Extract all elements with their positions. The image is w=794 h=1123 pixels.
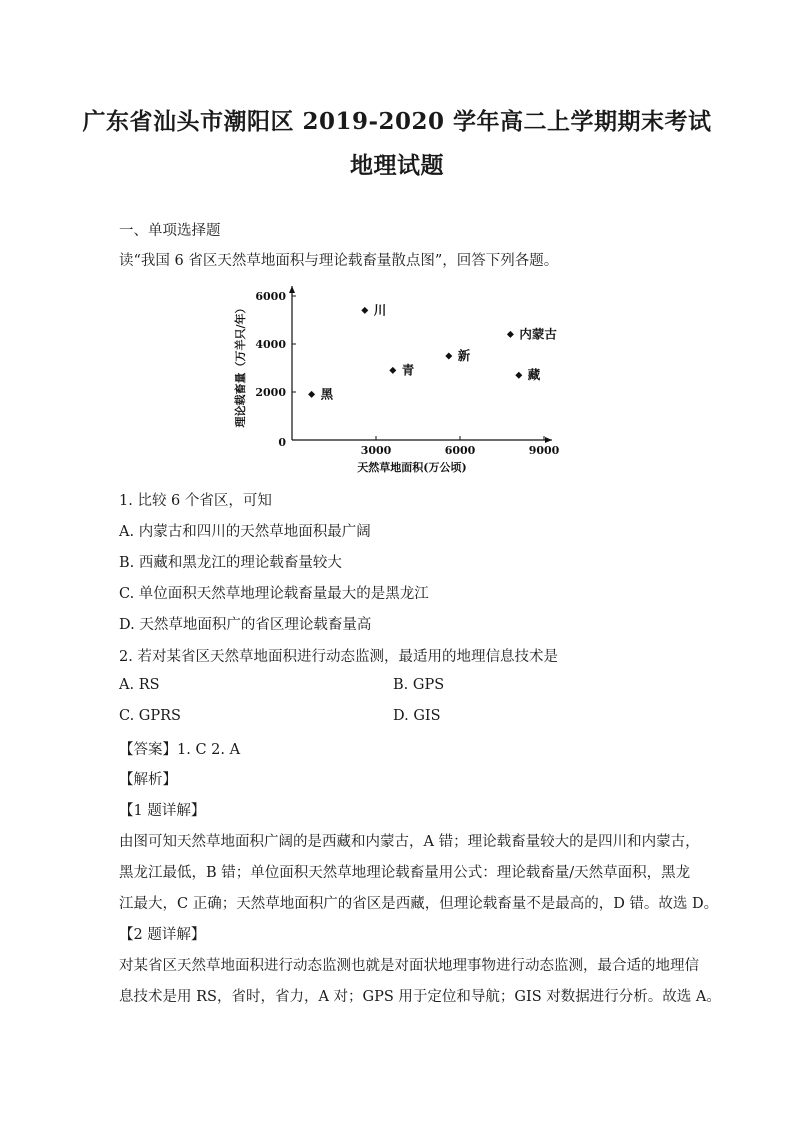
q2-option-a: A. RS bbox=[119, 677, 160, 693]
y-tick-label: 4000 bbox=[255, 338, 286, 351]
x-axis-label: 天然草地面积(万公顷) bbox=[357, 461, 467, 474]
data-point bbox=[507, 331, 514, 338]
page-title: 广东省汕头市潮阳区 2019-2020 学年高二上学期期末考试 bbox=[82, 108, 712, 135]
data-point bbox=[445, 353, 452, 360]
data-point-label: 川 bbox=[373, 302, 387, 318]
scatter-chart bbox=[230, 282, 570, 482]
q1-option-b: B. 西藏和黑龙江的理论载畜量较大 bbox=[119, 555, 342, 571]
data-point bbox=[515, 372, 522, 379]
q2-stem: 2. 若对某省区天然草地面积进行动态监测，最适用的地理信息技术是 bbox=[119, 649, 558, 665]
q2-detail-line: 息技术是用 RS，省时，省力，A 对；GPS 用于定位和导航；GIS 对数据进行分析。故选 A。 bbox=[119, 989, 721, 1005]
q1-detail-line: 黑龙江最低，B 错；单位面积天然草地理论载畜量用公式：理论载畜量/天然草面积，黑龙 bbox=[119, 865, 691, 881]
data-point-label: 内蒙古 bbox=[519, 326, 557, 342]
q2-option-c: C. GPRS bbox=[119, 708, 181, 724]
x-axis-arrow bbox=[545, 437, 552, 443]
q2-detail-heading: 【2 题详解】 bbox=[119, 927, 206, 943]
q1-option-c: C. 单位面积天然草地理论载畜量最大的是黑龙江 bbox=[119, 586, 429, 602]
data-point-label: 黑 bbox=[320, 386, 334, 402]
x-tick-label: 6000 bbox=[444, 444, 476, 457]
data-point-label: 新 bbox=[457, 348, 471, 363]
q1-option-a: A. 内蒙古和四川的天然草地面积最广阔 bbox=[119, 524, 371, 540]
data-point bbox=[361, 307, 368, 314]
page-subtitle: 地理试题 bbox=[350, 152, 444, 179]
data-point-label: 藏 bbox=[527, 367, 541, 383]
q1-detail-line: 江最大，C 正确；天然草地面积广的省区是西藏，但理论载畜量不是最高的，D 错。故选 D。 bbox=[119, 896, 719, 912]
x-tick-label: 9000 bbox=[528, 444, 560, 457]
origin-label: 0 bbox=[278, 436, 286, 449]
q1-detail-heading: 【1 题详解】 bbox=[119, 803, 206, 819]
section-heading: 一、单项选择题 bbox=[119, 223, 221, 239]
q1-option-d: D. 天然草地面积广的省区理论载畜量高 bbox=[119, 617, 372, 633]
answer-line: 【答案】1. C 2. A bbox=[119, 742, 241, 758]
q1-stem: 1. 比较 6 个省区，可知 bbox=[119, 493, 272, 509]
q2-option-d: D. GIS bbox=[393, 708, 441, 724]
y-axis-label: 理论载畜量（万羊只/年） bbox=[234, 302, 247, 428]
q1-detail-line: 由图可知天然草地面积广阔的是西藏和内蒙古，A 错；理论载畜量较大的是四川和内蒙古， bbox=[119, 834, 700, 850]
data-point-label: 青 bbox=[401, 362, 415, 378]
analysis-heading: 【解析】 bbox=[119, 772, 177, 788]
y-tick-label: 2000 bbox=[255, 386, 286, 399]
y-axis-arrow bbox=[289, 286, 295, 293]
q2-option-b: B. GPS bbox=[393, 677, 445, 693]
question-intro: 读“我国 6 省区天然草地面积与理论载畜量散点图”，回答下列各题。 bbox=[119, 253, 559, 269]
y-tick-label: 6000 bbox=[255, 290, 286, 303]
data-point bbox=[389, 367, 396, 374]
q2-detail-line: 对某省区天然草地面积进行动态监测也就是对面状地理事物进行动态监测，最合适的地理信 bbox=[119, 958, 699, 974]
data-point bbox=[308, 391, 315, 398]
x-tick-label: 3000 bbox=[360, 444, 392, 457]
